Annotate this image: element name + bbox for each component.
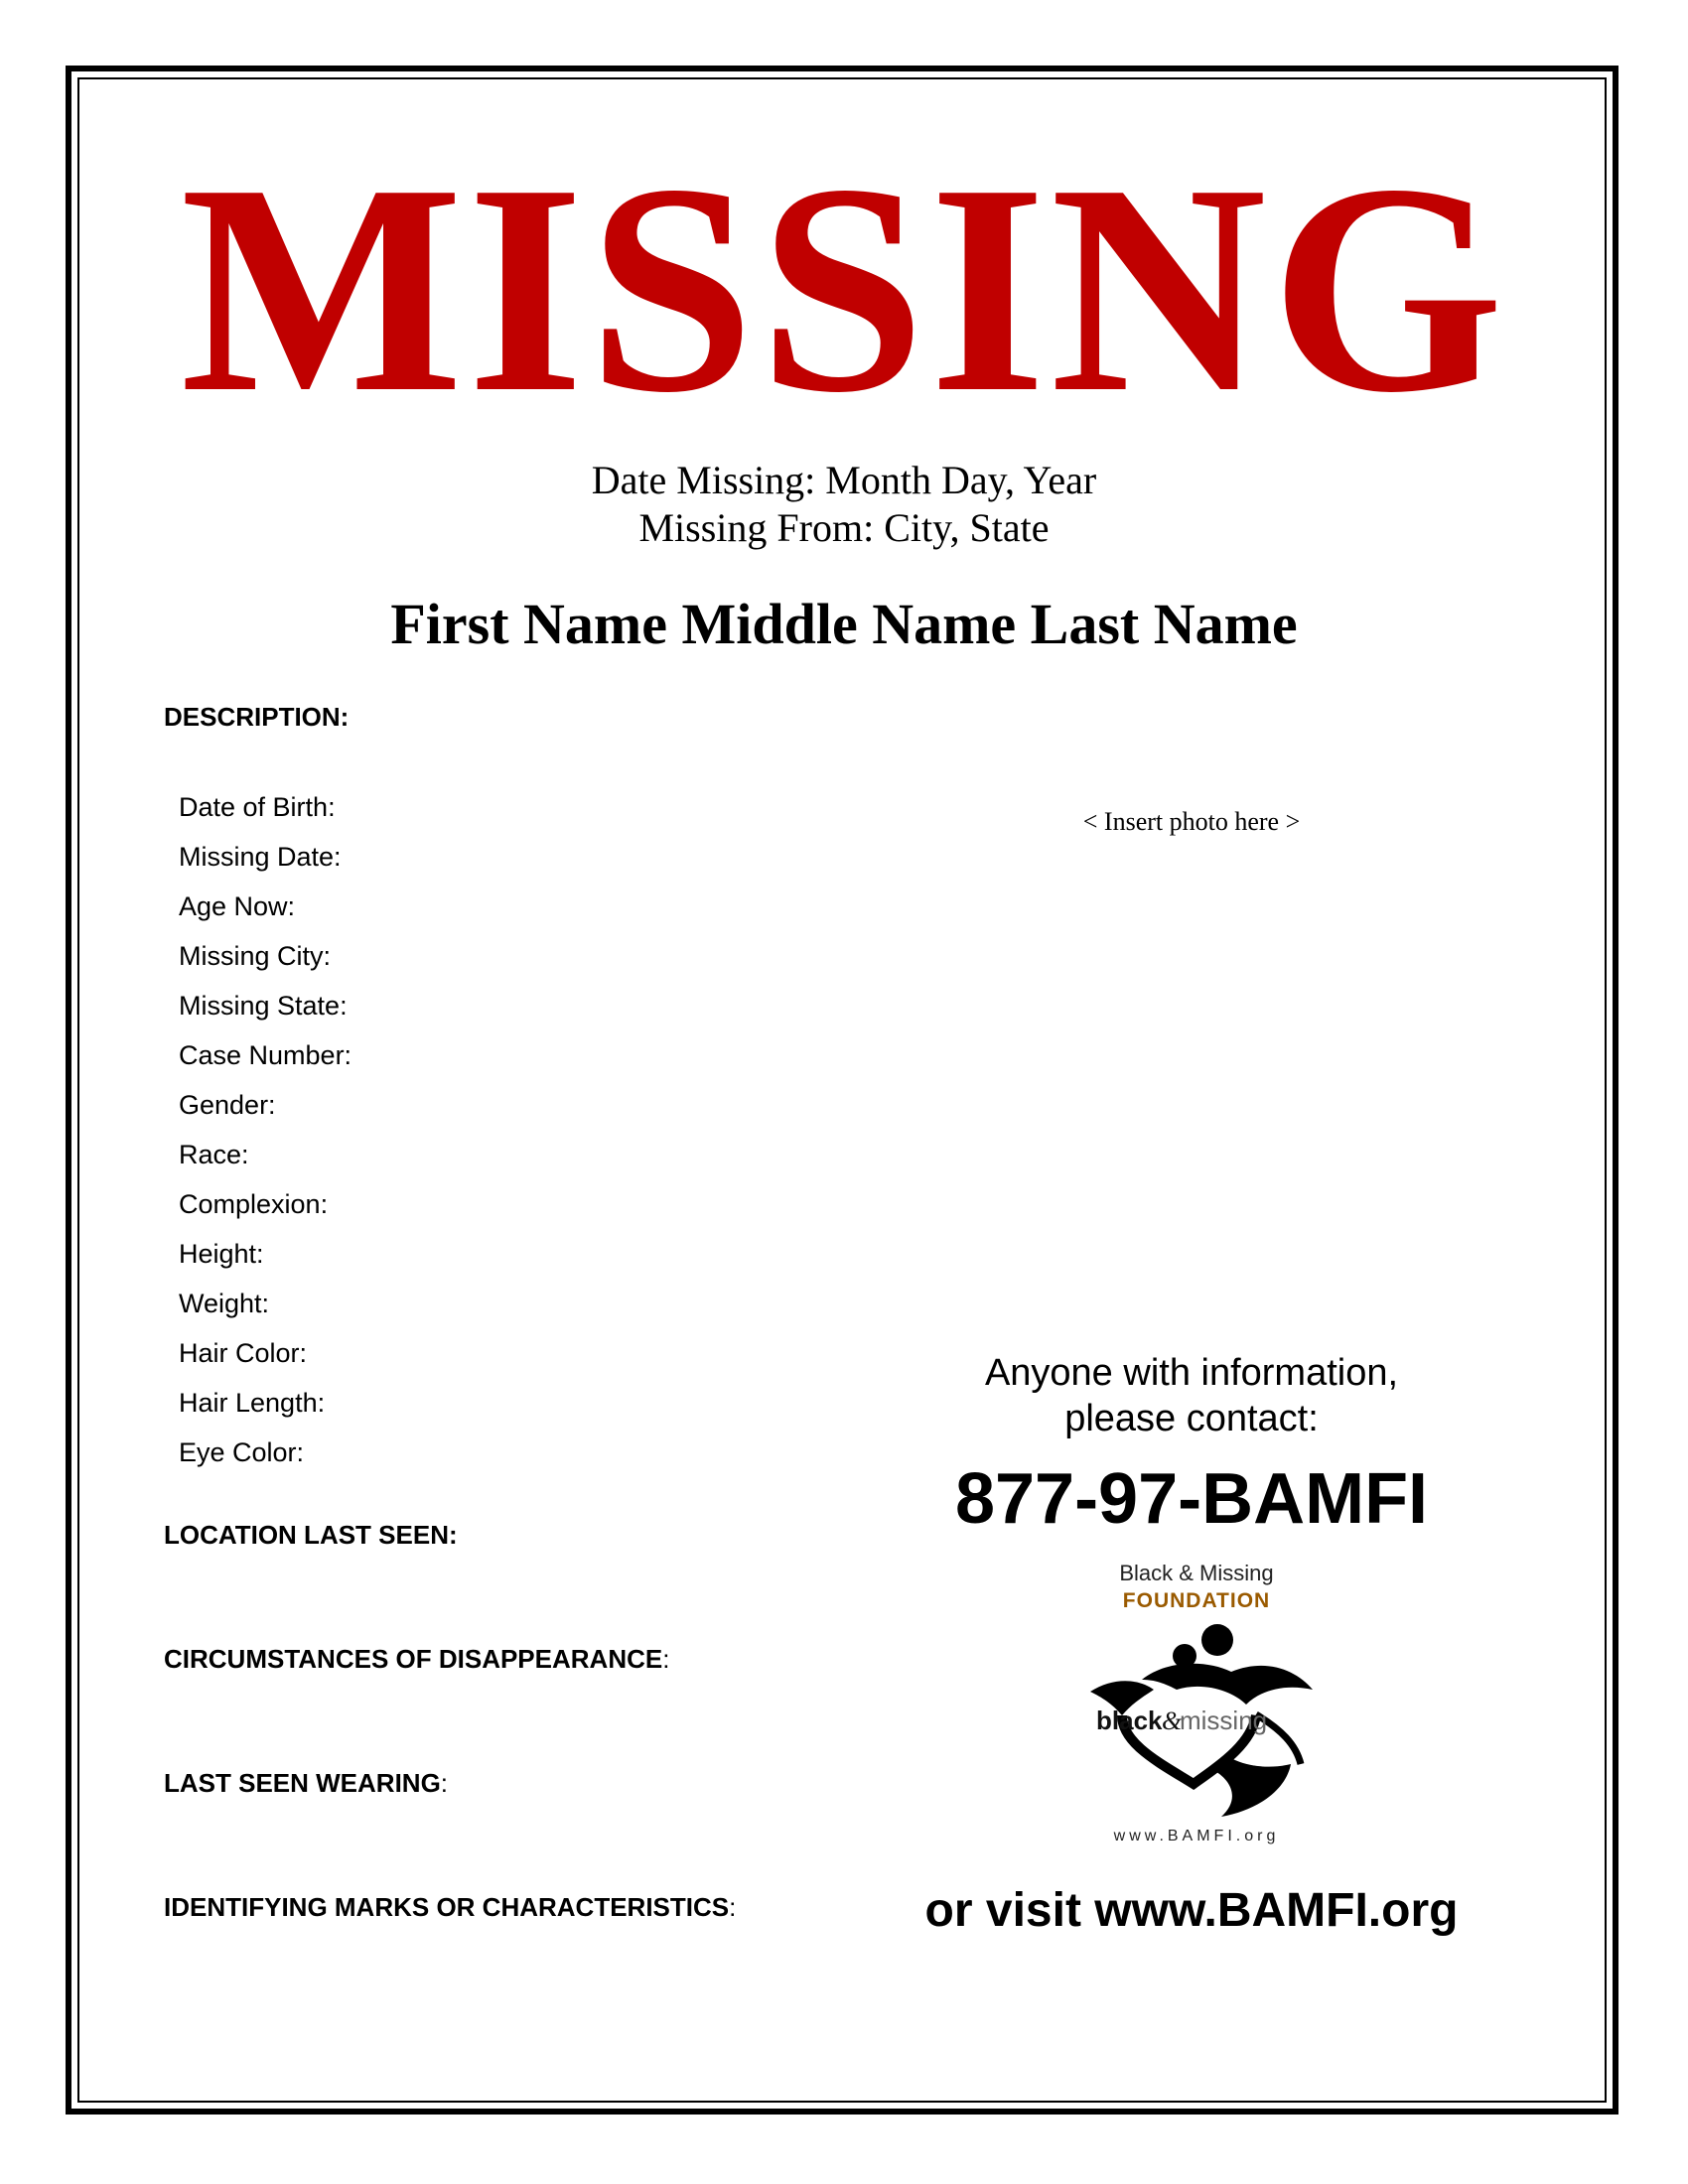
marks-heading	[164, 1891, 736, 1923]
field-age-now: Age Now:	[179, 891, 296, 921]
wearing-heading-text: LAST SEEN WEARING	[164, 1768, 441, 1798]
marks-colon: :	[729, 1892, 737, 1922]
date-missing-line: Date Missing: Month Day, Year	[591, 458, 1097, 502]
logo-line-1: Black & Missing	[1119, 1561, 1274, 1585]
contact-line-1: Anyone with information,	[984, 1352, 1399, 1394]
field-race: Race:	[179, 1140, 249, 1169]
logo-word-amp: &	[1162, 1706, 1183, 1735]
field-case-number: Case Number:	[179, 1040, 352, 1070]
field-date-of-birth: Date of Birth:	[179, 792, 336, 822]
logo-url: www.BAMFI.org	[1113, 1828, 1280, 1844]
field-hair-length: Hair Length:	[179, 1388, 326, 1418]
field-missing-city: Missing City:	[179, 941, 332, 971]
marks-heading-text: IDENTIFYING MARKS OR CHARACTERISTICS	[164, 1892, 730, 1922]
photo-placeholder: < Insert photo here >	[1082, 807, 1301, 836]
description-fields	[179, 782, 352, 1477]
date-block	[0, 457, 1688, 552]
circumstances-colon: :	[662, 1644, 670, 1674]
circumstances-heading	[164, 1643, 669, 1675]
location-heading: LOCATION LAST SEEN:	[164, 1520, 458, 1550]
field-complexion: Complexion:	[179, 1189, 329, 1219]
contact-block	[894, 1350, 1489, 1441]
field-missing-date: Missing Date:	[179, 842, 342, 872]
contact-line-2: please contact:	[1064, 1398, 1319, 1439]
missing-title: MISSING	[180, 123, 1508, 455]
field-hair-color: Hair Color:	[179, 1338, 308, 1368]
logo-line-2: FOUNDATION	[1122, 1589, 1271, 1612]
field-weight: Weight:	[179, 1289, 270, 1318]
phone-number: 877-97-BAMFI	[954, 1459, 1429, 1539]
logo-word-missing: missing	[1180, 1706, 1268, 1735]
field-height: Height:	[179, 1239, 264, 1269]
field-eye-color: Eye Color:	[179, 1437, 305, 1467]
field-missing-state: Missing State:	[179, 991, 348, 1021]
visit-website: or visit www.BAMFI.org	[924, 1884, 1459, 1937]
circumstances-heading-text: CIRCUMSTANCES OF DISAPPEARANCE	[164, 1644, 663, 1674]
wearing-heading	[164, 1767, 448, 1799]
field-gender: Gender:	[179, 1090, 276, 1120]
missing-from-line: Missing From: City, State	[638, 505, 1050, 550]
wearing-colon: :	[440, 1768, 449, 1798]
description-heading: DESCRIPTION:	[164, 702, 350, 732]
bamfi-logo-icon	[1082, 1620, 1321, 1819]
logo-word-black: black	[1096, 1706, 1163, 1735]
person-name: First Name Middle Name Last Name	[390, 592, 1298, 656]
